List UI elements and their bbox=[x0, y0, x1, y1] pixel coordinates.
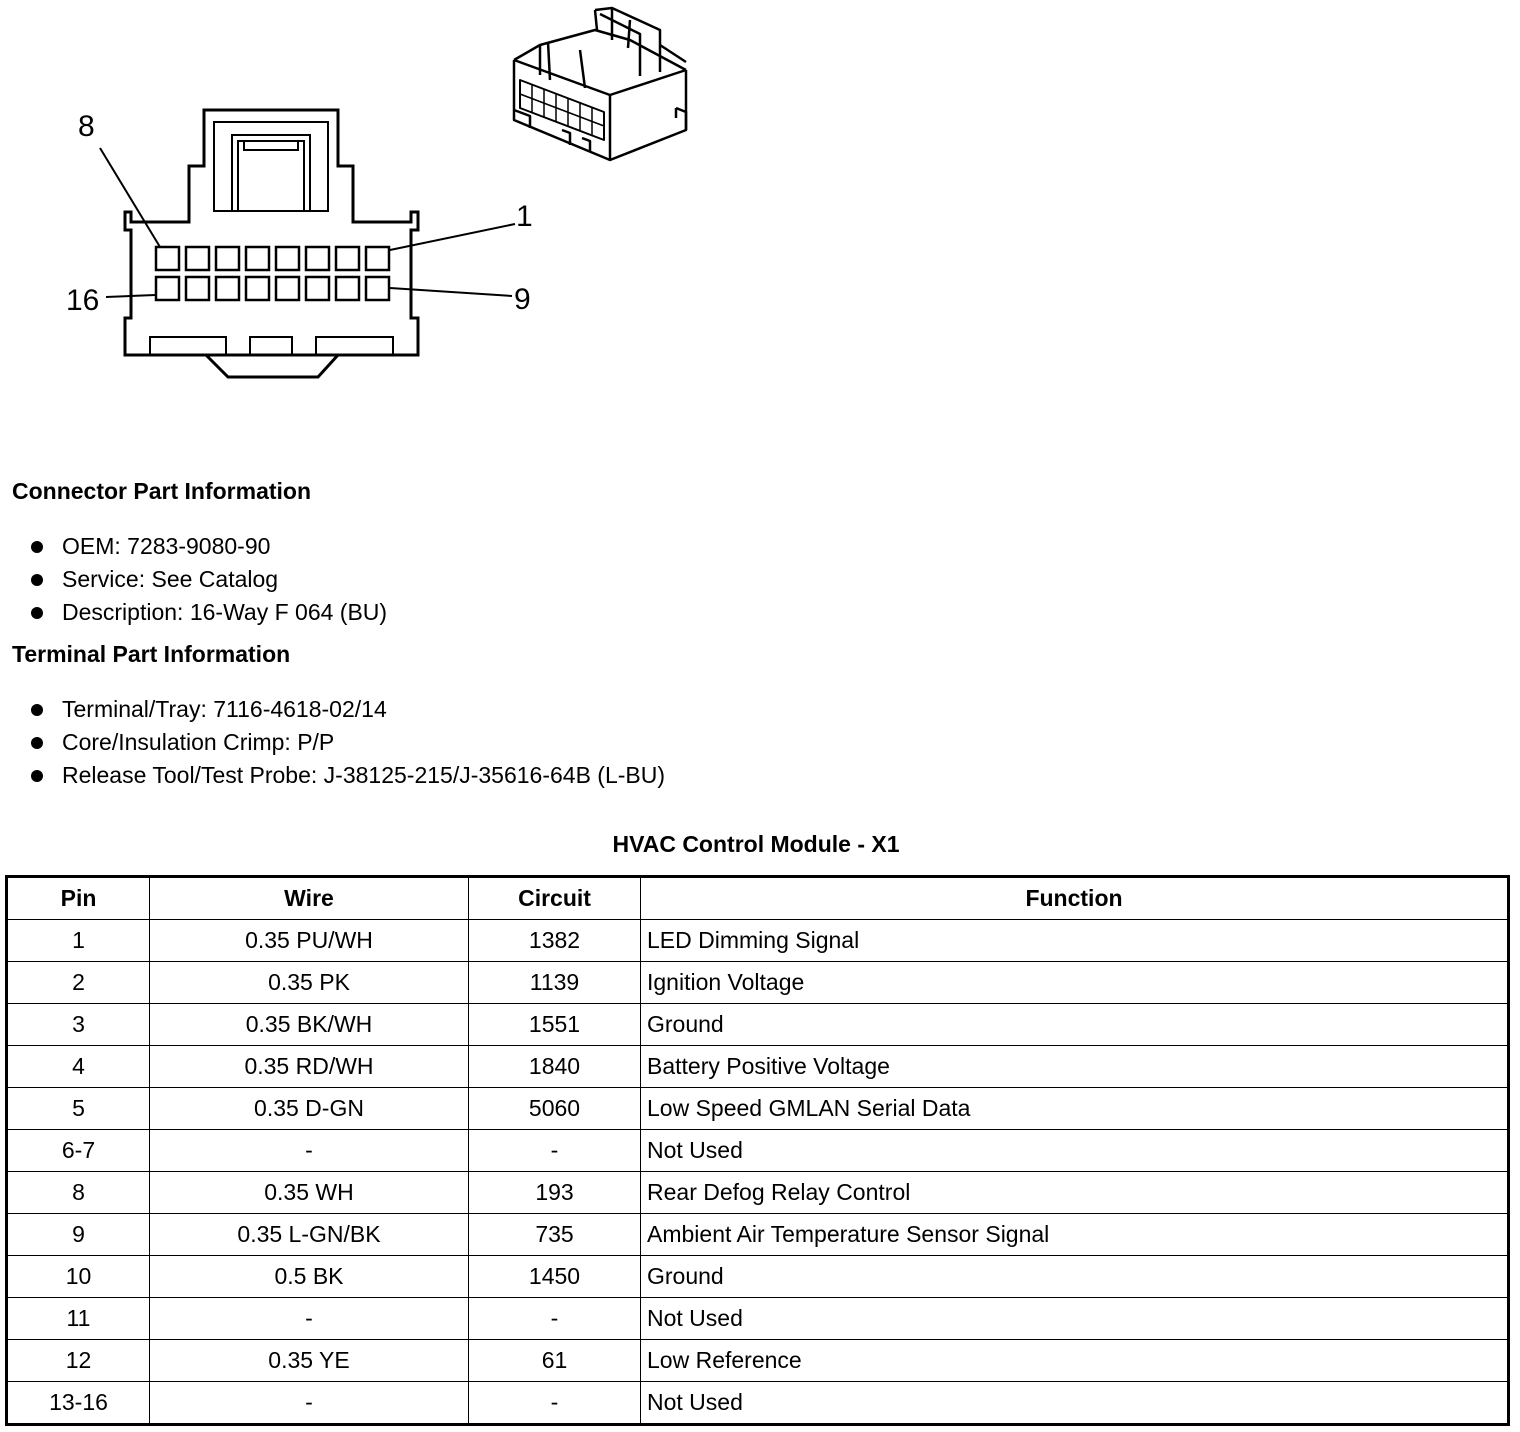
terminal-cavity bbox=[156, 247, 179, 270]
connector-3d-illustration bbox=[514, 8, 686, 160]
header-circuit: Circuit bbox=[469, 877, 641, 920]
header-pin: Pin bbox=[7, 877, 150, 920]
terminal-cavity bbox=[276, 247, 299, 270]
cell-circuit: - bbox=[469, 1298, 641, 1340]
cell-pin: 12 bbox=[7, 1340, 150, 1382]
table-row bbox=[7, 1298, 1509, 1340]
cell-circuit: 735 bbox=[469, 1214, 641, 1256]
bottom-tab bbox=[206, 355, 338, 377]
table-row bbox=[7, 1382, 1509, 1425]
pin-label-9: 9 bbox=[514, 283, 531, 316]
terminal-cavity bbox=[186, 277, 209, 300]
connector-info-title: Connector Part Information bbox=[12, 478, 312, 504]
table-row bbox=[7, 1130, 1509, 1172]
terminal-cavity bbox=[216, 247, 239, 270]
terminal-cavity bbox=[246, 247, 269, 270]
table-row bbox=[7, 1004, 1509, 1046]
header-function: Function bbox=[641, 877, 1509, 920]
terminal-cavity bbox=[366, 277, 389, 300]
table-row bbox=[7, 1088, 1509, 1130]
cell-function: Not Used bbox=[641, 1298, 1509, 1340]
pin-label-16: 16 bbox=[66, 284, 100, 317]
cell-pin: 5 bbox=[7, 1088, 150, 1130]
terminal-cavity bbox=[336, 247, 359, 270]
cell-function: Low Speed GMLAN Serial Data bbox=[641, 1088, 1509, 1130]
bullet-icon bbox=[31, 704, 43, 716]
bullet-icon bbox=[31, 737, 43, 749]
cell-wire: - bbox=[150, 1382, 469, 1425]
terminal-cavities bbox=[156, 247, 389, 300]
terminal-cavity bbox=[186, 247, 209, 270]
terminal-cavity bbox=[306, 247, 329, 270]
cell-wire: 0.35 D-GN bbox=[150, 1088, 469, 1130]
pin-label-1: 1 bbox=[516, 200, 533, 233]
terminal-cavity bbox=[336, 277, 359, 300]
table-row bbox=[7, 962, 1509, 1004]
table-title: HVAC Control Module - X1 bbox=[612, 831, 900, 857]
cell-pin: 2 bbox=[7, 962, 150, 1004]
cell-function: Not Used bbox=[641, 1130, 1509, 1172]
terminal-cavity bbox=[156, 277, 179, 300]
cell-function: Battery Positive Voltage bbox=[641, 1046, 1509, 1088]
cell-pin: 1 bbox=[7, 920, 150, 962]
cell-wire: - bbox=[150, 1298, 469, 1340]
table-row bbox=[7, 1214, 1509, 1256]
header-wire: Wire bbox=[150, 877, 469, 920]
cell-function: Ignition Voltage bbox=[641, 962, 1509, 1004]
table-row bbox=[7, 1340, 1509, 1382]
list-item: Description: 16-Way F 064 (BU) bbox=[28, 596, 387, 629]
cell-function: Not Used bbox=[641, 1382, 1509, 1425]
cell-pin: 3 bbox=[7, 1004, 150, 1046]
cell-circuit: 1551 bbox=[469, 1004, 641, 1046]
cell-pin: 11 bbox=[7, 1298, 150, 1340]
terminal-cavity bbox=[246, 277, 269, 300]
cell-wire: 0.35 PU/WH bbox=[150, 920, 469, 962]
cell-wire: 0.35 L-GN/BK bbox=[150, 1214, 469, 1256]
cell-pin: 10 bbox=[7, 1256, 150, 1298]
pinout-table bbox=[5, 875, 1510, 1426]
table-row bbox=[7, 1256, 1509, 1298]
cell-function: LED Dimming Signal bbox=[641, 920, 1509, 962]
list-item: Release Tool/Test Probe: J-38125-215/J-35616-64B (L-BU) bbox=[28, 759, 665, 792]
connector-face-outline bbox=[125, 110, 418, 355]
table-row bbox=[7, 1046, 1509, 1088]
terminal-info-title: Terminal Part Information bbox=[12, 641, 291, 667]
list-item: OEM: 7283-9080-90 bbox=[28, 530, 387, 563]
cell-circuit: 5060 bbox=[469, 1088, 641, 1130]
cell-wire: - bbox=[150, 1130, 469, 1172]
cell-function: Low Reference bbox=[641, 1340, 1509, 1382]
cell-pin: 8 bbox=[7, 1172, 150, 1214]
cell-pin: 6-7 bbox=[7, 1130, 150, 1172]
cell-function: Ground bbox=[641, 1004, 1509, 1046]
table-row bbox=[7, 1172, 1509, 1214]
cell-wire: 0.35 YE bbox=[150, 1340, 469, 1382]
table-header-row bbox=[7, 877, 1509, 920]
terminal-cavity bbox=[366, 247, 389, 270]
bullet-icon bbox=[31, 574, 43, 586]
cell-wire: 0.35 WH bbox=[150, 1172, 469, 1214]
cell-pin: 4 bbox=[7, 1046, 150, 1088]
cell-circuit: 1450 bbox=[469, 1256, 641, 1298]
list-item: Terminal/Tray: 7116-4618-02/14 bbox=[28, 693, 665, 726]
list-item: Core/Insulation Crimp: P/P bbox=[28, 726, 665, 759]
terminal-cavity bbox=[216, 277, 239, 300]
cell-function: Ground bbox=[641, 1256, 1509, 1298]
cell-circuit: 1382 bbox=[469, 920, 641, 962]
table-row bbox=[7, 920, 1509, 962]
cell-pin: 13-16 bbox=[7, 1382, 150, 1425]
cell-circuit: - bbox=[469, 1130, 641, 1172]
connector-info-list bbox=[28, 530, 387, 629]
cell-wire: 0.35 PK bbox=[150, 962, 469, 1004]
cell-circuit: - bbox=[469, 1382, 641, 1425]
list-item: Service: See Catalog bbox=[28, 563, 387, 596]
terminal-info-list bbox=[28, 693, 665, 792]
cell-circuit: 61 bbox=[469, 1340, 641, 1382]
cell-wire: 0.5 BK bbox=[150, 1256, 469, 1298]
pin-label-8: 8 bbox=[78, 110, 95, 143]
terminal-cavity bbox=[306, 277, 329, 300]
cell-circuit: 193 bbox=[469, 1172, 641, 1214]
bullet-icon bbox=[31, 607, 43, 619]
cell-function: Ambient Air Temperature Sensor Signal bbox=[641, 1214, 1509, 1256]
bullet-icon bbox=[31, 541, 43, 553]
cell-circuit: 1840 bbox=[469, 1046, 641, 1088]
bullet-icon bbox=[31, 770, 43, 782]
cell-wire: 0.35 RD/WH bbox=[150, 1046, 469, 1088]
connector-diagram bbox=[0, 0, 760, 420]
terminal-cavity bbox=[276, 277, 299, 300]
cell-pin: 9 bbox=[7, 1214, 150, 1256]
cell-wire: 0.35 BK/WH bbox=[150, 1004, 469, 1046]
cell-circuit: 1139 bbox=[469, 962, 641, 1004]
cell-function: Rear Defog Relay Control bbox=[641, 1172, 1509, 1214]
